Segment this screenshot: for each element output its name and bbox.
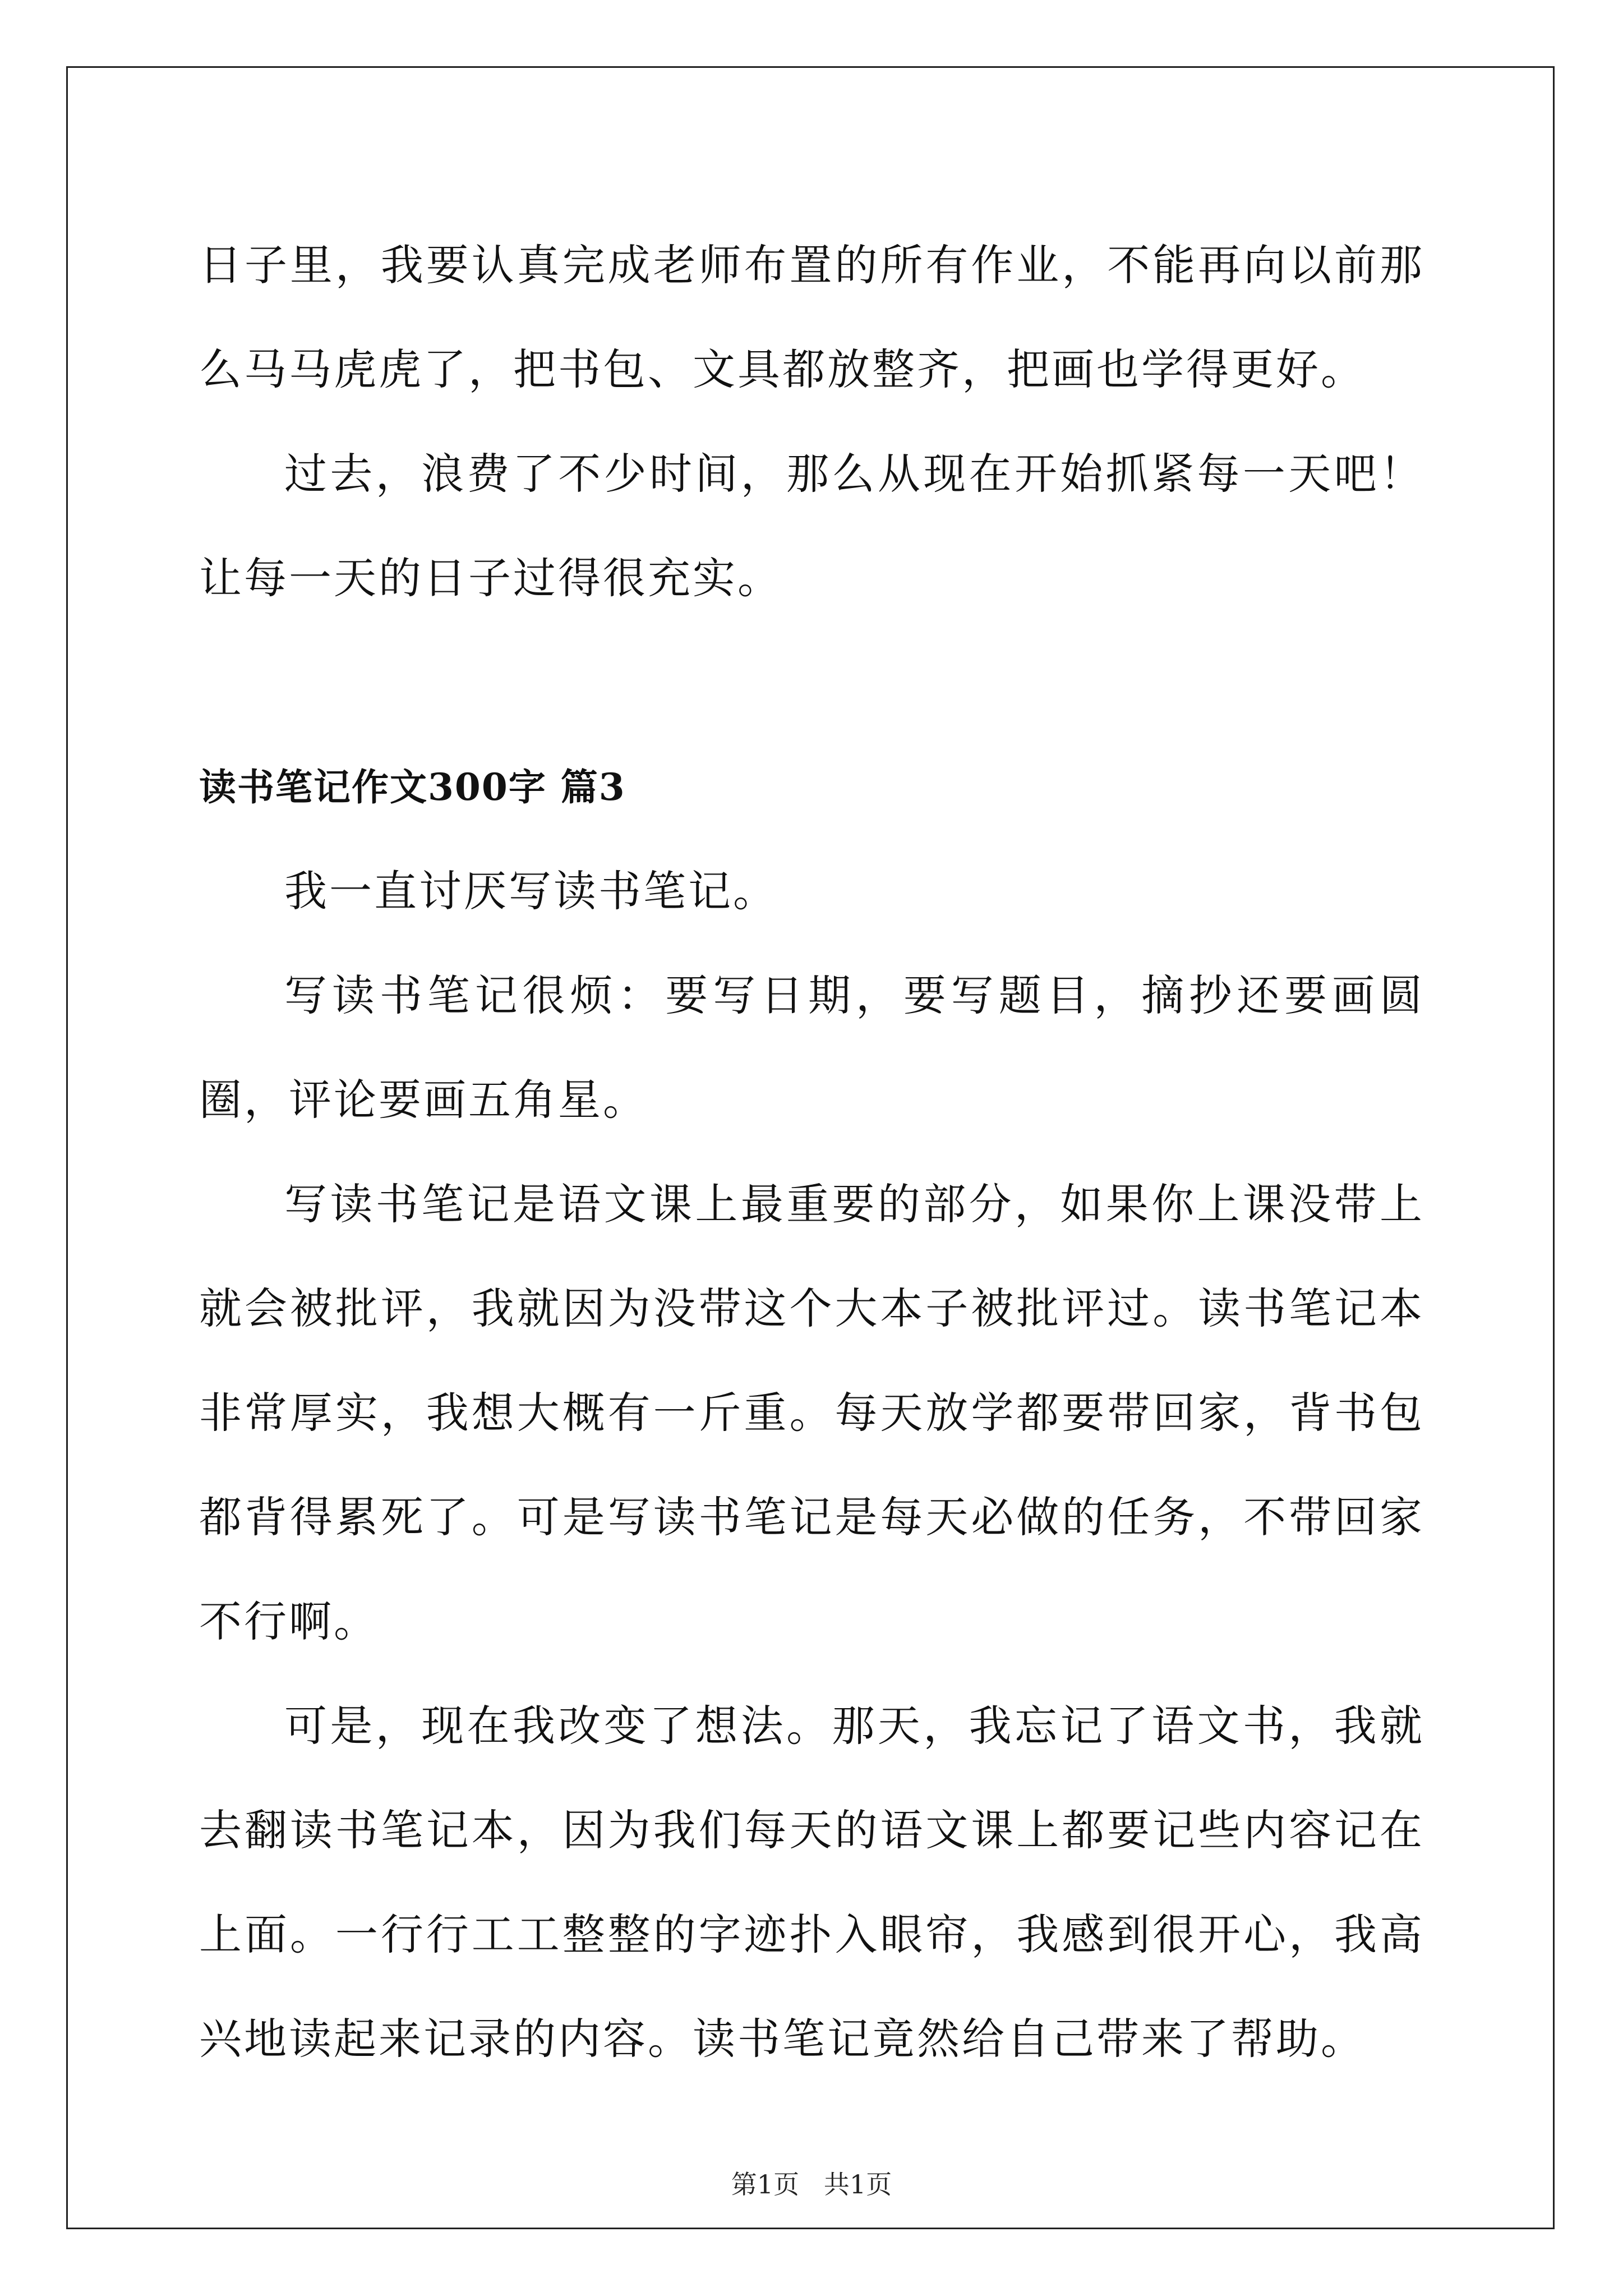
paragraph: 写读书笔记很烦：要写日期，要写题目，摘抄还要画圆圈，评论要画五角星。 bbox=[199, 970, 1424, 1125]
section-heading: 读书笔记作文300字 篇3 bbox=[199, 765, 626, 809]
paragraph: 写读书笔记是语文课上最重要的部分，如果你上课没带上就会被批评，我就因为没带这个大本子被批评过。读书笔记本非常厚实，我想大概有一斤重。每天放学都要带回家，背书包都背得累死了。可是写读书笔记是每天必做的任务，不带回家不行啊。 bbox=[199, 1179, 1424, 1646]
paragraph: 我一直讨厌写读书笔记。 bbox=[284, 866, 778, 916]
paragraph-continuation: 日子里，我要认真完成老师布置的所有作业，不能再向以前那么马马虎虎了，把书包、文具都放整齐，把画也学得更好。 bbox=[199, 240, 1424, 394]
page-footer: 第1页 共1页 bbox=[731, 2169, 892, 2200]
document-body bbox=[199, 213, 1424, 2091]
paragraph: 可是，现在我改变了想法。那天，我忘记了语文书，我就去翻读书笔记本，因为我们每天的语文课上都要记些内容记在上面。一行行工工整整的字迹扑入眼帘，我感到很开心，我高兴地读起来记录的内容。读书笔记竟然给自己带来了帮助。 bbox=[199, 1701, 1424, 2064]
paragraph: 过去，浪费了不少时间，那么从现在开始抓紧每一天吧！让每一天的日子过得很充实。 bbox=[199, 449, 1424, 603]
